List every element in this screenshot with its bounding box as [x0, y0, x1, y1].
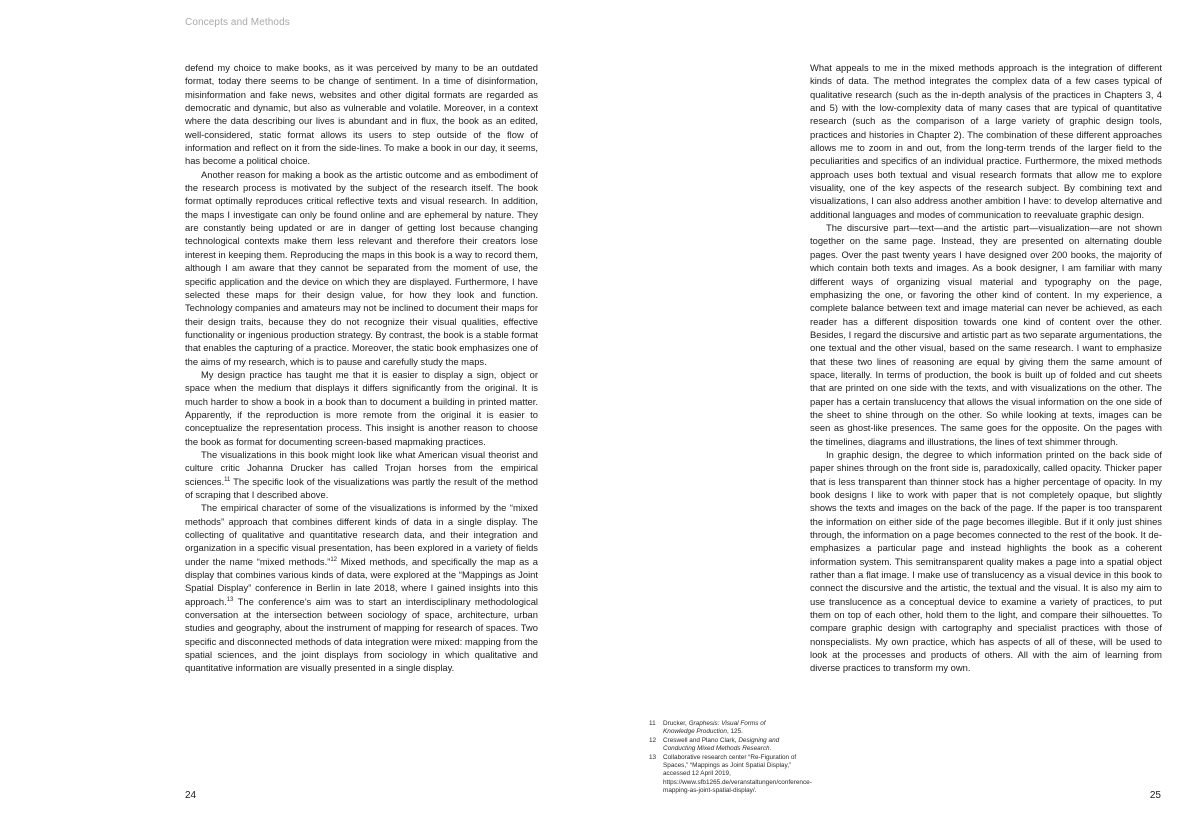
paragraph: The visualizations in this book might look like what American visual theorist and culture critic Johanna Drucker has called Trojan horses from the empirical sciences.$^{11}$ The specific look of the visualizations was partly the result of the method of scraping that I described above.: [185, 448, 538, 500]
paragraph: My design practice has taught me that it is easier to display a sign, object or space when the medium that displays it differs significantly from the original. It is much harder to show a book in a book than to document a building in printed matter. Apparently, if the reproduction is more remote from the original it is easier to conceptualize the representation process. This insight is another reason to choose the book as format for documenting screen-based mapmaking practices.: [185, 368, 538, 447]
footnotes: [649, 720, 812, 796]
paragraph: The empirical character of some of the visualizations is informed by the “mixed methods” approach that combines different kinds of data in a single display. The collecting of qualitative and quantitative research data, and their integration and organization in a specific visual presentation, has been explored in a variety of fields under the name “mixed methods.”$^{12}$ Mixed methods, and specifically the map as a display that combines various kinds of data, were explored at the “Mappings as Joint Spatial Display” conference in Berlin in late 2018, where I gained insights into this approach.$^{13}$ The conference’s aim was to start an interdisciplinary methodological conversation at the intersection between sociology of space, architecture, urban studies and geography, about the instrument of mapping for research of spaces. Two specific and disconnected methods of data integration were mixed: mapping from the spatial sciences, and the joint displays from sociology in which qualitative and quantitative information are visually presented in a single display.: [185, 502, 538, 674]
paragraph: The discursive part—text—and the artistic part—visualization—are not shown together on the same page. Instead, they are presented on alternating double pages. Over the past twenty years I have designed over 200 books, the majority of which contain both texts and images. As a book designer, I am familiar with many different ways of organizing visual material and typography on the page, emphasizing the one, or favoring the other kind of content. In my experience, a complete balance between text and image material can never be achieved, as each reader has a different disposition towards one kind of content over the other. Besides, I regard the discursive and artistic part as two separate argumentations, the one textual and the other visual, based on the same research. I want to emphasize that these two lines of reasoning are equal by giving them the same amount of space, literally. In terms of production, the book is built up of folded and cut sheets that are printed on one side with the texts, and with visualizations on the other. The paper has a certain translucency that allows the visual information on the one side of the sheet to shine through on the other. So while looking at texts, images can be seen as ghost-like presences. The same goes for the opposite. On the pages with the timelines, diagrams and illustrations, the lines of text shimmer through.: [810, 222, 1162, 447]
left-text-column: [185, 61, 538, 675]
paragraph: What appeals to me in the mixed methods approach is the integration of different kinds of data. The method integrates the complex data of a few cases typical of qualitative research (such as the in-depth analysis of the practices in Chapters 3, 4 and 5) with the low-complexity data of many cases that are typical of quantitative research (such as the comparison of a large variety of graphic design tools, practices and histories in Chapter 2). The combination of these different approaches allows me to zoom in and out, from the long-term trends of the larger field to the peculiarities and specifics of an individual practice. Furthermore, the mixed methods approach uses both textual and visual research formats that allow me to explore visuality, one of the key aspects of the research subject. By combining text and visualizations, I can also address another ambition I have: to develop alternative and additional languages and modes of communication to reevaluate graphic design.: [810, 62, 1162, 220]
paragraph: defend my choice to make books, as it was perceived by many to be an outdated format, today there seems to be change of sentiment. In a time of disinformation, misinformation and fake news, websites and other digital formats are regarded as democratic and dynamic, but also as vulnerable and volatile. Moreover, in a context where the data describing our lives is abundant and in flux, the book as an edited, well-considered, static format allows its users to step outside of the flow of information and reflect on it from the side-lines. To make a book in our day, it seems, has become a political choice.: [185, 62, 538, 167]
paragraph: Another reason for making a book as the artistic outcome and as embodiment of the research process is motivated by the subject of the research itself. The book format optimally reproduces critical reflective texts and visual research. In addition, the maps I investigate can only be found online and are ephemeral by nature. They are constantly being updated or are in danger of getting lost because changing technological contexts make them less relevant and therefore their creators lose interest in keeping them. Reproducing the maps in this book is a way to record them, although I am aware that they cannot be separated from the moment of use, the specific application and the device on which they are displayed. Furthermore, I have selected these maps for their design value, for how they look and function. Technology companies and amateurs may not be inclined to document their maps for their design traits, because they do not recognize their visual qualities, effective functionality or ingenious production strategy. By contrast, the book is a stable format that enables the capturing of a practice. Moreover, the static book emphasizes one of the aims of my research, which is to pause and carefully study the maps.: [185, 168, 538, 367]
footnote-number: 12: [649, 736, 657, 744]
page-number-left: 24: [185, 790, 197, 801]
paragraph: In graphic design, the degree to which information printed on the back side of paper shines through on the front side is, paradoxically, called opacity. Thicker paper that is less transparent than thinner stock has a higher percentage of opacity. In my book designs I like to work with paper that is not completely opaque, but slightly shows the texts and images on the back of the page. If the paper is too transparent the information on either side of the page becomes illegible. But if it only just shines through, the information on a page becomes connected to the rest of the book. It de-emphasizes a particular page and instead highlights the book as a coherent information system. This semitransparent quality makes a page into a spatial object rather than a flat image. I make use of translucency as a visual device in this book to connect the discursive and the artistic, the textual and the visual. It is also my aim to use translucence as a conceptual device to examine a variety of practices, to put them on top of each other, hold them to the light, and compare their silhouettes. To compare graphic design with cartography and specialist practices with those of nonspecialists. My own practice, which has aspects of all of these, will be used to look at the processes and products of others. All with the aim of learning from diverse practices to transform my own.: [810, 448, 1162, 674]
footnote-number: 11: [649, 720, 656, 727]
footnote: [649, 737, 797, 754]
footnote-ref[interactable]: 13: [226, 596, 234, 603]
footnote-text: Drucker, Graphesis: Visual Forms of Knowledge Production, 125.: [663, 720, 766, 736]
footnote-ref[interactable]: 12: [330, 556, 337, 563]
footnote: [649, 720, 797, 737]
footnote-text: Creswell and Plano Clark, Designing and Conducting Mixed Methods Research.: [663, 736, 780, 753]
footnote-ref[interactable]: 11: [224, 476, 231, 483]
running-head: Concepts and Methods: [185, 17, 290, 28]
footnote: [649, 753, 812, 796]
page-number-right: 25: [1149, 790, 1161, 801]
right-text-column: [810, 61, 1162, 675]
footnote-number: 13: [649, 753, 657, 761]
footnote-text[interactable]: Collaborative research center “Re-Figuration of Spaces,” “Mappings as Joint Spatial Display,” accessed 12 April 2019, https://www.sfb1265.de/veranstaltungen/conference-mapping-as-joint-spatial-display/.: [663, 753, 812, 795]
